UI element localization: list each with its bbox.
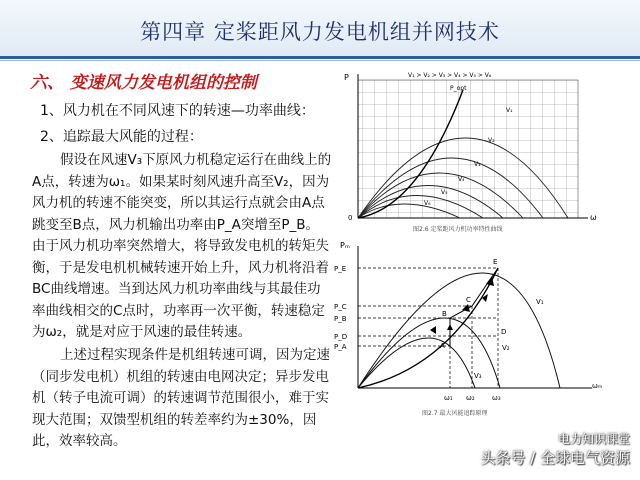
section-heading: 六、 变速风力发电机组的控制 [30, 73, 257, 93]
power-curves-chart [338, 68, 610, 238]
curve-label-v5: V₅ [441, 189, 448, 196]
legend-text: V₁ > V₂ > V₃ > V₄ > V₅ > V₆ [408, 72, 492, 79]
tick-w3: ω₃ [492, 394, 501, 402]
figure2-caption: 图2.7 最大风能追踪原理 [422, 410, 488, 417]
tick-w2: ω₂ [466, 394, 475, 402]
header-divider-light [0, 60, 640, 61]
curve-v1 [358, 273, 560, 388]
tick-pd: P_D [334, 333, 348, 341]
watermark [480, 430, 630, 468]
tick-pc: P_C [334, 303, 347, 311]
paragraph-process: 假设在风速V₃下原风力机稳定运行在曲线上的A点，转速为ω₁。如果某时刻风速升高至V₂，因为风力机的转速不能突变，所以其运行点就会由A点跳变至B点，风力机输出功率由P_A突增至P_B。由于风力机功率突然增大，将导致发电机的转矩失衡，于是发电机机械转速开始上升，风力机将沿着BC曲线增速。当到达风力机功率曲线与其最佳功率曲线相交的C点时，功率再一次平衡，转速稳定为ω₂，就是对应于风速的最佳转速。 [32, 152, 332, 340]
x-axis-label: ω [590, 213, 597, 222]
peak-label: P_opt [450, 85, 467, 92]
figure-max-power-tracking [330, 238, 610, 420]
curve-v3 [358, 338, 475, 388]
y-axis-label: Pₘ [340, 241, 350, 250]
slide-title: 第四章 定桨距风力发电机组并网技术 [140, 20, 500, 44]
point-b: B [442, 310, 447, 318]
x-axis-label: ωₘ [592, 382, 603, 390]
grid-area [358, 80, 578, 218]
tick-w1: ω₁ [444, 394, 453, 402]
watermark-source: 头条号 / 全球电气资源 [480, 449, 630, 467]
guide-lines [358, 268, 498, 388]
origin-label: 0 [348, 214, 353, 222]
list-item-1: 1、风力机在不同风速下的转速—功率曲线： [40, 103, 315, 119]
curve-label-v3: V₃ [474, 372, 482, 380]
curve-label-v6: V₆ [424, 200, 431, 207]
curve-label-v1: V₁ [506, 107, 513, 114]
point-a: A [440, 342, 445, 350]
point-e: E [493, 258, 498, 266]
header-divider [0, 56, 640, 59]
watermark-brand: 电力知识课堂 [557, 432, 630, 446]
list-item-2: 2、追踪最大风能的过程： [40, 129, 203, 145]
tick-pa: P_A [334, 343, 347, 351]
curve-label-v4: V₄ [458, 176, 465, 183]
curve-label-v3: V₃ [474, 161, 481, 168]
point-d: D [501, 328, 507, 336]
wind-curves [358, 273, 560, 388]
curve-label-v2: V₂ [502, 344, 510, 352]
optimal-curve [358, 268, 498, 388]
figure1-caption: 图2.6 定桨距风力机功率特性曲线 [413, 226, 503, 233]
figure-power-curves [338, 68, 610, 238]
curve-label-v1: V₁ [536, 298, 544, 306]
tick-pe: P_E [334, 265, 347, 273]
paragraph-conditions: 上述过程实现条件是机组转速可调，因为定速（同步发电机）机组的转速由电网决定；异步发电机（转子电流可调）的转速调节范围很小，难于实现大范围；双馈型机组的转差率约为±30%，因此，效率较高。 [32, 347, 330, 449]
tick-pb: P_B [334, 315, 347, 323]
curve-label-v2: V₂ [488, 137, 495, 144]
point-c: C [466, 296, 471, 304]
max-power-tracking-chart [330, 238, 610, 420]
y-axis-label: P [344, 73, 349, 82]
